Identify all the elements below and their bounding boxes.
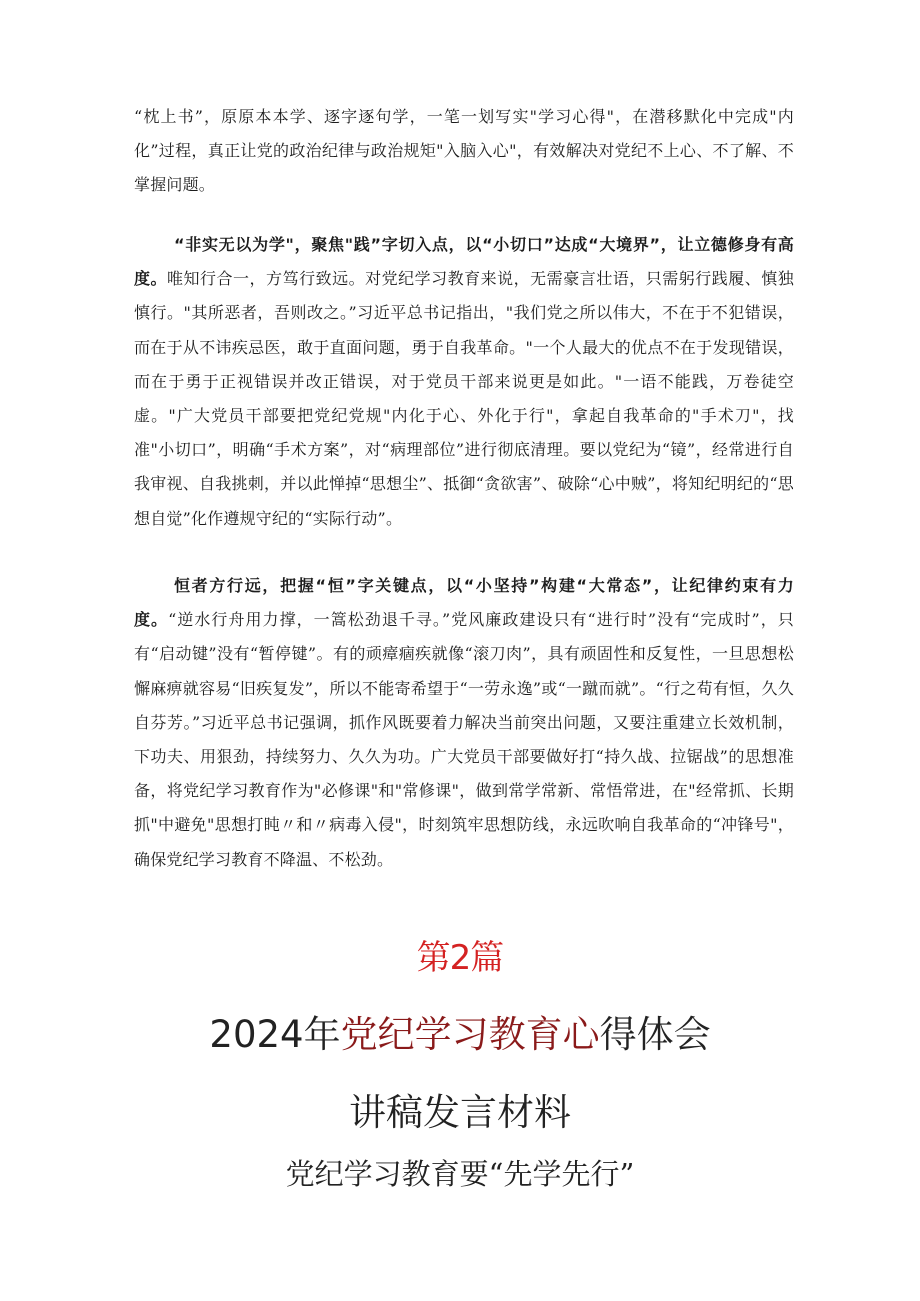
paragraph-1-body: “枕上书”，原原本本学、逐字逐句学，一笔一划写实"学习心得"，在潜移默化中完成"内化”过程，真正让党的政治纪律与政治规矩"入脑入心"，有效解决对党纪不上心、不了解、不掌握问题。 [134,107,794,195]
document-title-line-1 [0,1004,920,1058]
document-subtitle: 党纪学习教育要“先学先行” [285,1157,635,1191]
paragraph-3-lead: 恒者方行远，把握“恒”字关键点，以“小坚持”构建“大常态”，让纪律约束有力度。 [134,576,794,630]
paragraph-1 [134,100,794,203]
title-rest: 得体会 [599,1013,711,1056]
title-year: 2024年 [209,1013,341,1056]
document-title-line-2: 讲稿发言材料 [349,1091,571,1134]
paragraph-2-lead: “非实无以为学"，聚焦"践”字切入点，以“小切口”达成“大境界”，让立德修身有高度。 [134,235,794,289]
paragraph-3 [134,569,794,877]
section-number: 第2篇 [416,938,504,978]
title-highlight: 党纪学习教育心 [340,1013,600,1056]
paragraph-2-body: 唯知行合一，方笃行致远。对党纪学习教育来说，无需豪言壮语，只需躬行践履、慎独慎行。"其所恶者，吾则改之。”习近平总书记指出，"我们党之所以伟大，不在于不犯错误，而在于从不讳疾忌医，敢于直面问题，勇于自我革命。"一个人最大的优点不在于发现错误，而在于勇于正视错误并改正错误，对于党员干部来说更是如此。"一语不能践，万卷徒空虚。"广大党员干部要把党纪党规"内化于心、外化于行"，拿起自我革命的"手术刀"，找准"小切口”，明确“手术方案”，对“病理部位”进行彻底清理。要以党纪为“镜”，经常进行自我审视、自我挑刺，并以此惮掉“思想尘”、抵御“贪欲害”、破除“心中贼”，将知纪明纪的“思想自觉”化作遵规守纪的“实际行动”。 [134,269,794,528]
paragraph-2 [134,228,794,536]
paragraph-3-body: “逆水行舟用力撑，一篙松劲退千寻。”党风廉政建设只有“进行时”没有“完成时”，只有“启动键”没有“暂停键”。有的顽瘴痼疾就像“滚刀肉”，具有顽固性和反复性，一旦思想松懈麻痹就容易“旧疾复发”，所以不能寄希望于“一劳永逸”或“一蹴而就”。“行之苟有恒，久久自芬芳。”习近平总书记强调，抓作风既要着力解决当前突出问题，又要注重建立长效机制，下功夫、用狠劲，持续努力、久久为功。广大党员干部要做好打“持久战、拉锯战”的思想准备，将党纪学习教育作为"必修课"和"常修课"，做到常学常新、常悟常进，在"经常抓、长期抓"中避免"思想打盹〃和〃病毒入侵"，时刻筑牢思想防线，永远吹响自我革命的“冲锋号"，确保党纪学习教育不降温、不松劲。 [134,610,794,869]
